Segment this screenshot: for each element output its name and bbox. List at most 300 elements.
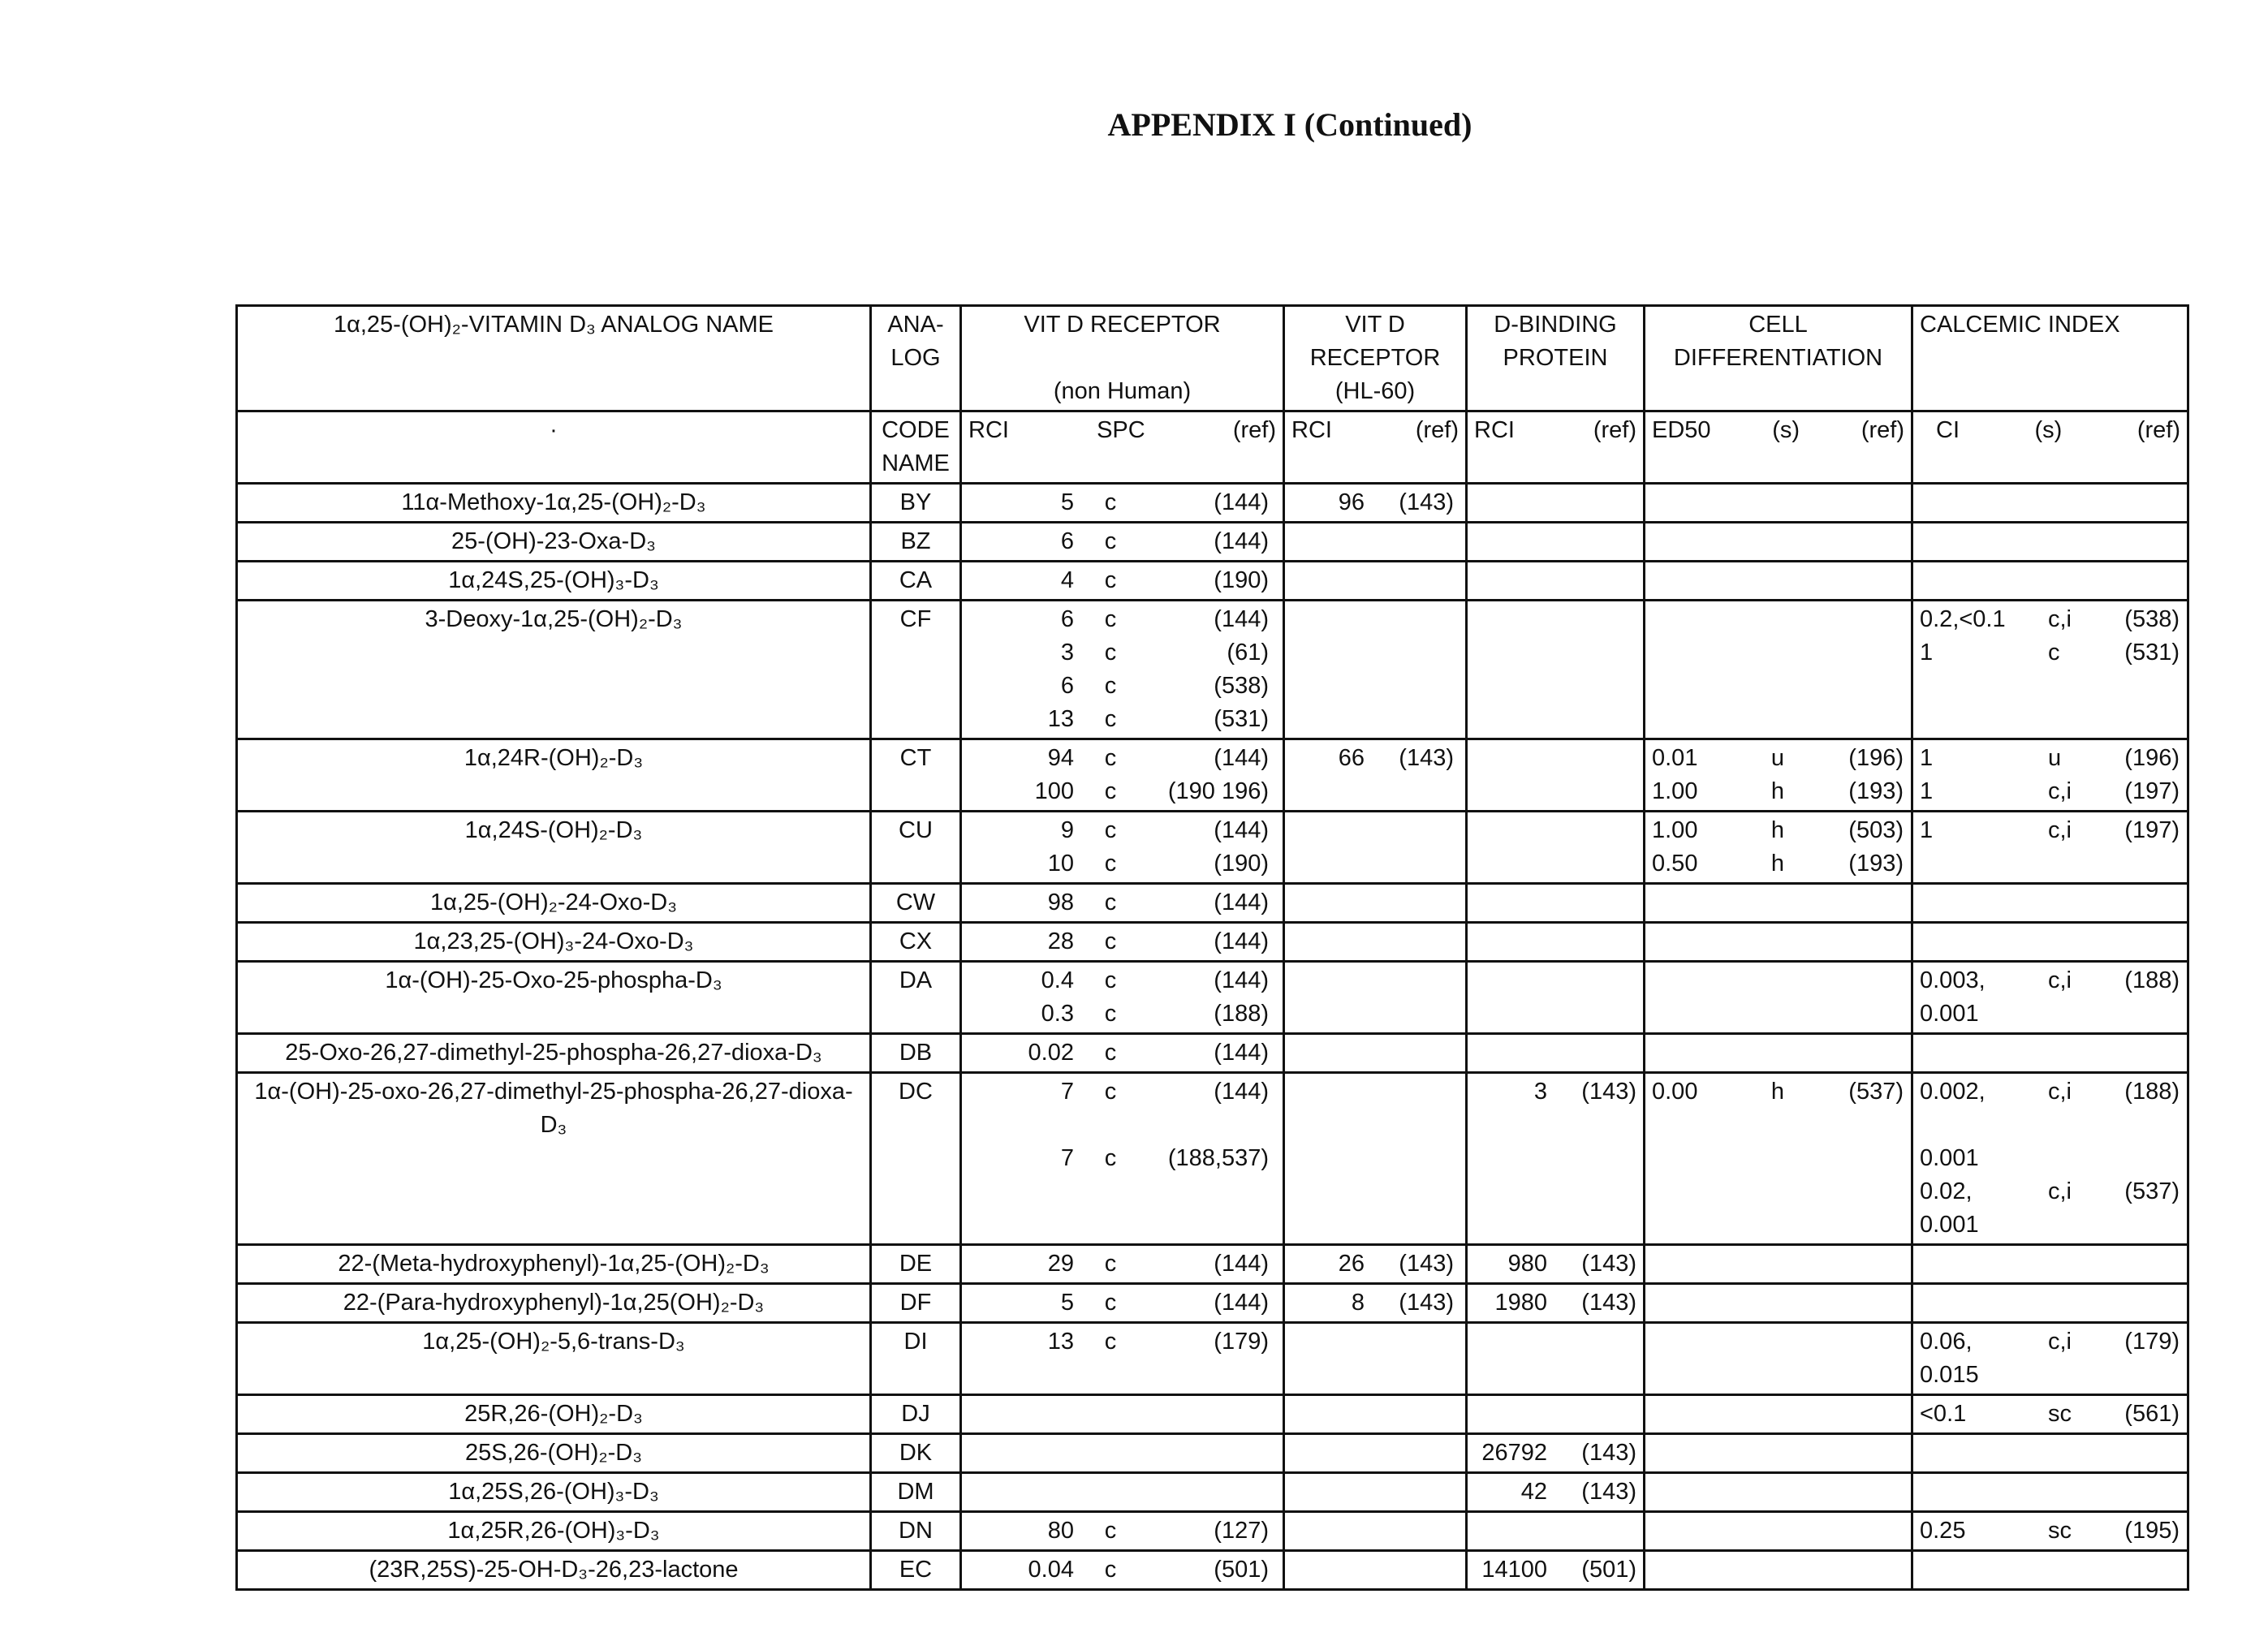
vdr-value: (179) [1147,1325,1269,1359]
ci-value: (188) [2098,964,2180,997]
dbp-cell [1467,1073,1645,1245]
cell-line [1652,742,1904,775]
vdr-value: c [1074,670,1147,703]
ci-value [2098,1208,2180,1242]
vdr-value: (144) [1147,964,1269,997]
vdr-value: (144) [1147,486,1269,519]
ci-line [1920,603,2180,636]
table-row [237,1551,2188,1590]
analog-name: 1α,25S,26-(OH)₃-D₃ [237,1473,871,1512]
dbp-value: (143) [1547,1475,1636,1509]
vdr-value: c [1074,1325,1147,1359]
ci-value: 0.001 [1920,1142,2042,1175]
dbp-cell [1467,1034,1645,1073]
vdr-cell [961,601,1284,739]
hl60-line [1291,742,1459,775]
header-dbp: D-BINDING PROTEIN [1467,306,1645,411]
cell-value: (193) [1814,775,1904,808]
ci-cell [1912,484,2188,523]
dbp-cell [1467,739,1645,812]
analog-code: DM [871,1473,961,1512]
ci-value: c,i [2042,775,2098,808]
dbp-value: 42 [1474,1475,1547,1509]
ci-cell [1912,1434,2188,1473]
ci-value: u [2042,742,2098,775]
ci-value: 0.06, [1920,1325,2042,1359]
analog-name: 1α,24S-(OH)₂-D₃ [237,812,871,884]
vdr-value: 5 [968,1286,1074,1320]
ci-line [1920,742,2180,775]
ci-value: (561) [2098,1398,2180,1431]
vdr-line [968,847,1276,881]
vdr-cell [961,562,1284,601]
vdr-value: 28 [968,925,1074,959]
vdr-value: c [1074,1514,1147,1548]
vdr-value: (127) [1147,1514,1269,1548]
vdr-value: (144) [1147,1075,1269,1109]
cell-value: 0.01 [1652,742,1741,775]
vdr-value: 6 [968,525,1074,558]
hl60-value: (143) [1365,1286,1454,1320]
hl60-value: 96 [1291,486,1365,519]
dbp-cell [1467,601,1645,739]
dbp-value: (143) [1547,1075,1636,1109]
vdr-value: 98 [968,886,1074,920]
ci-value: (197) [2098,814,2180,847]
cell-line [1652,775,1904,808]
analog-code: CF [871,601,961,739]
vdr-line [968,486,1276,519]
cell-value: 0.50 [1652,847,1741,881]
ci-value: 1 [1920,636,2042,670]
analog-code: BY [871,484,961,523]
cell-cell [1645,739,1912,812]
analog-name: 22-(Meta-hydroxyphenyl)-1α,25-(OH)₂-D₃ [237,1245,871,1284]
vdr-value: (144) [1147,1036,1269,1070]
col-ci: CI [1936,414,1960,447]
analog-code: CT [871,739,961,812]
vdr-value: c [1074,486,1147,519]
ci-value: sc [2042,1398,2098,1431]
ci-cell [1912,1473,2188,1512]
vdr-value: (144) [1147,814,1269,847]
ci-value: (531) [2098,636,2180,670]
dbp-cell [1467,1284,1645,1323]
vdr-value: (501) [1147,1553,1269,1587]
vdr-value: c [1074,603,1147,636]
col-ref: (ref) [2137,414,2180,447]
header-cell: CELL DIFFERENTIATION [1645,306,1912,411]
page-title: APPENDIX I (Continued) [0,106,2268,144]
dbp-line [1474,1075,1636,1109]
cell-line [1652,1075,1904,1109]
ci-cell [1912,601,2188,739]
analog-code: CW [871,884,961,923]
cell-value: h [1741,1075,1814,1109]
vdr-cell [961,884,1284,923]
subheader-dbp [1467,411,1645,484]
ci-line [1920,1175,2180,1208]
ci-cell [1912,523,2188,562]
hl60-cell [1284,1323,1467,1395]
subheader-cell [1645,411,1912,484]
vdr-value: c [1074,886,1147,920]
dbp-value: 980 [1474,1247,1547,1281]
vdr-cell [961,812,1284,884]
subheader-name: · [237,411,871,484]
vdr-value: 3 [968,636,1074,670]
ci-line [1920,1398,2180,1431]
header-hl60: VIT D RECEPTOR (HL-60) [1284,306,1467,411]
analog-name: 1α,23,25-(OH)₃-24-Oxo-D₃ [237,923,871,962]
hl60-cell [1284,884,1467,923]
ci-line [1920,1142,2180,1175]
vdr-value: 7 [968,1142,1074,1175]
dbp-cell [1467,1323,1645,1395]
vdr-line [968,636,1276,670]
header-vdr-title: VIT D RECEPTOR [968,308,1276,342]
hl60-value: 66 [1291,742,1365,775]
cell-cell [1645,1434,1912,1473]
ci-line [1920,1075,2180,1109]
cell-line [1652,814,1904,847]
hl60-cell [1284,1284,1467,1323]
analog-name: 25R,26-(OH)₂-D₃ [237,1395,871,1434]
ci-value: 0.2,<0.1 [1920,603,2042,636]
dbp-cell [1467,484,1645,523]
vdr-value: c [1074,1553,1147,1587]
vdr-value: 100 [968,775,1074,808]
analog-name: 3-Deoxy-1α,25-(OH)₂-D₃ [237,601,871,739]
col-rci: RCI [1474,414,1515,447]
dbp-value: 1980 [1474,1286,1547,1320]
vdr-value: (144) [1147,1247,1269,1281]
dbp-line [1474,1286,1636,1320]
vdr-value: c [1074,1286,1147,1320]
vdr-line [968,525,1276,558]
cell-line [1652,847,1904,881]
vdr-line [968,886,1276,920]
vdr-value [1074,1109,1147,1142]
ci-value [2042,1208,2098,1242]
ci-value: 0.25 [1920,1514,2042,1548]
ci-value: c,i [2042,964,2098,997]
ci-cell [1912,1073,2188,1245]
cell-cell [1645,1034,1912,1073]
analog-name: 25-Oxo-26,27-dimethyl-25-phospha-26,27-dioxa-D₃ [237,1034,871,1073]
vdr-cell [961,739,1284,812]
dbp-value: (143) [1547,1286,1636,1320]
vdr-value: 13 [968,1325,1074,1359]
ci-line [1920,1325,2180,1359]
subheader-vdr [961,411,1284,484]
ci-cell [1912,1512,2188,1551]
ci-value: c,i [2042,603,2098,636]
cell-cell [1645,1284,1912,1323]
vdr-value: 6 [968,670,1074,703]
dbp-value: 14100 [1474,1553,1547,1587]
analog-code: DJ [871,1395,961,1434]
vdr-line [968,1247,1276,1281]
ci-value [2098,1142,2180,1175]
cell-cell [1645,484,1912,523]
hl60-cell [1284,523,1467,562]
analog-code: DB [871,1034,961,1073]
cell-value: h [1741,847,1814,881]
vdr-value: 0.04 [968,1553,1074,1587]
analog-code: EC [871,1551,961,1590]
cell-value: (193) [1814,847,1904,881]
vdr-value: (144) [1147,525,1269,558]
hl60-value: 8 [1291,1286,1365,1320]
vdr-value: 5 [968,486,1074,519]
hl60-value: (143) [1365,486,1454,519]
table-row [237,601,2188,739]
hl60-value: (143) [1365,1247,1454,1281]
hl60-cell [1284,739,1467,812]
header-analog: ANA-LOG [871,306,961,411]
dbp-cell [1467,562,1645,601]
vdr-line [968,1553,1276,1587]
analog-code: BZ [871,523,961,562]
vdr-value: (144) [1147,925,1269,959]
vdr-value: 6 [968,603,1074,636]
dbp-cell [1467,884,1645,923]
hl60-line [1291,486,1459,519]
dbp-cell [1467,1551,1645,1590]
vdr-value: (190 196) [1147,775,1269,808]
dbp-cell [1467,1245,1645,1284]
ci-line [1920,1359,2180,1392]
analog-code: DF [871,1284,961,1323]
col-ref: (ref) [1416,414,1459,447]
dbp-value: (143) [1547,1437,1636,1470]
cell-cell [1645,1473,1912,1512]
analog-name: 22-(Para-hydroxyphenyl)-1α,25(OH)₂-D₃ [237,1284,871,1323]
vdr-value: c [1074,742,1147,775]
vdr-line [968,1036,1276,1070]
dbp-cell [1467,523,1645,562]
vdr-line [968,670,1276,703]
vdr-value: (190) [1147,564,1269,597]
analog-code: DK [871,1434,961,1473]
ci-cell [1912,1323,2188,1395]
ci-value [2098,1359,2180,1392]
ci-value [2042,1109,2098,1142]
analog-code: DN [871,1512,961,1551]
ci-cell [1912,562,2188,601]
hl60-line [1291,1286,1459,1320]
vdr-line [968,742,1276,775]
cell-value: 1.00 [1652,814,1741,847]
subheader-row [237,411,2188,484]
dbp-cell [1467,812,1645,884]
hl60-cell [1284,601,1467,739]
vdr-value [968,1109,1074,1142]
col-ref: (ref) [1233,414,1276,447]
header-ci: CALCEMIC INDEX [1912,306,2188,411]
table-row [237,739,2188,812]
dbp-line [1474,1437,1636,1470]
cell-value: h [1741,814,1814,847]
dbp-cell [1467,923,1645,962]
col-ref: (ref) [1861,414,1904,447]
vdr-value: (144) [1147,742,1269,775]
vdr-value: c [1074,997,1147,1031]
cell-value: (196) [1814,742,1904,775]
table-row [237,562,2188,601]
col-rci: RCI [1291,414,1332,447]
ci-line [1920,1109,2180,1142]
vdr-value: 94 [968,742,1074,775]
hl60-value: 26 [1291,1247,1365,1281]
hl60-cell [1284,1551,1467,1590]
table-row [237,923,2188,962]
vdr-line [968,603,1276,636]
ci-cell [1912,1245,2188,1284]
vdr-line [968,1286,1276,1320]
dbp-value: (143) [1547,1247,1636,1281]
hl60-cell [1284,812,1467,884]
ci-value: c,i [2042,814,2098,847]
vdr-value: (144) [1147,1286,1269,1320]
vdr-value: 80 [968,1514,1074,1548]
cell-cell [1645,1073,1912,1245]
analog-code: DE [871,1245,961,1284]
analog-code: DA [871,962,961,1034]
vdr-line [968,564,1276,597]
ci-cell [1912,1284,2188,1323]
ci-value: (197) [2098,775,2180,808]
ci-cell [1912,739,2188,812]
ci-line [1920,636,2180,670]
ci-value: 0.003, [1920,964,2042,997]
ci-value: 1 [1920,814,2042,847]
ci-line [1920,814,2180,847]
header-vdr [961,306,1284,411]
table-row [237,484,2188,523]
vdr-line [968,1514,1276,1548]
ci-value: 1 [1920,775,2042,808]
table-row [237,1034,2188,1073]
ci-value [2042,1142,2098,1175]
ci-line [1920,775,2180,808]
ci-value: c [2042,636,2098,670]
vdr-value: (144) [1147,603,1269,636]
ci-value: <0.1 [1920,1398,2042,1431]
table-row [237,1323,2188,1395]
ci-value: 0.02, [1920,1175,2042,1208]
ci-value [1920,1109,2042,1142]
vdr-cell [961,1073,1284,1245]
dbp-cell [1467,1395,1645,1434]
hl60-cell [1284,562,1467,601]
cell-cell [1645,1245,1912,1284]
analog-code: CU [871,812,961,884]
cell-value: (537) [1814,1075,1904,1109]
vdr-value: c [1074,964,1147,997]
ci-cell [1912,884,2188,923]
vdr-cell [961,1284,1284,1323]
cell-cell [1645,884,1912,923]
ci-value: c,i [2042,1075,2098,1109]
vdr-value: c [1074,636,1147,670]
ci-cell [1912,1551,2188,1590]
cell-cell [1645,1323,1912,1395]
ci-value [2042,997,2098,1031]
vdr-value: c [1074,1142,1147,1175]
vdr-value: c [1074,925,1147,959]
vdr-line [968,925,1276,959]
ci-value: 0.001 [1920,997,2042,1031]
dbp-line [1474,1475,1636,1509]
header-vdr-sub: (non Human) [968,375,1276,408]
vdr-value: (188) [1147,997,1269,1031]
vdr-value: (144) [1147,886,1269,920]
ci-value: (195) [2098,1514,2180,1548]
cell-cell [1645,523,1912,562]
vdr-cell [961,962,1284,1034]
ci-value: 0.002, [1920,1075,2042,1109]
cell-cell [1645,1395,1912,1434]
analog-code: DC [871,1073,961,1245]
vdr-value: 13 [968,703,1074,736]
vdr-cell [961,523,1284,562]
col-spc: SPC [1097,414,1145,447]
vdr-cell [961,484,1284,523]
ci-line [1920,997,2180,1031]
vdr-line [968,1109,1276,1142]
vdr-cell [961,1245,1284,1284]
table-row [237,812,2188,884]
vdr-line [968,1325,1276,1359]
vdr-value: 29 [968,1247,1074,1281]
table-row [237,523,2188,562]
table-row [237,1473,2188,1512]
dbp-value: (501) [1547,1553,1636,1587]
vdr-line [968,775,1276,808]
vdr-value: c [1074,1247,1147,1281]
table-row [237,1395,2188,1434]
dbp-value: 26792 [1474,1437,1547,1470]
col-rci: RCI [968,414,1009,447]
hl60-cell [1284,1434,1467,1473]
vdr-value: c [1074,564,1147,597]
hl60-cell [1284,962,1467,1034]
cell-value: 0.00 [1652,1075,1741,1109]
ci-value [2042,1359,2098,1392]
vdr-value [1147,1109,1269,1142]
analog-name: 1α-(OH)-25-oxo-26,27-dimethyl-25-phospha-26,27-dioxa- D₃ [237,1073,871,1245]
vdr-line [968,1075,1276,1109]
table-row [237,1434,2188,1473]
vdr-cell [961,1473,1284,1512]
ci-value [2098,997,2180,1031]
ci-value: sc [2042,1514,2098,1548]
cell-cell [1645,812,1912,884]
analog-name: 1α,25R,26-(OH)₃-D₃ [237,1512,871,1551]
ci-value: 0.015 [1920,1359,2042,1392]
hl60-cell [1284,1034,1467,1073]
hl60-cell [1284,923,1467,962]
ci-line [1920,1208,2180,1242]
vdr-line [968,997,1276,1031]
cell-value: (503) [1814,814,1904,847]
hl60-cell [1284,484,1467,523]
vdr-cell [961,1434,1284,1473]
dbp-line [1474,1553,1636,1587]
vdr-value: (61) [1147,636,1269,670]
